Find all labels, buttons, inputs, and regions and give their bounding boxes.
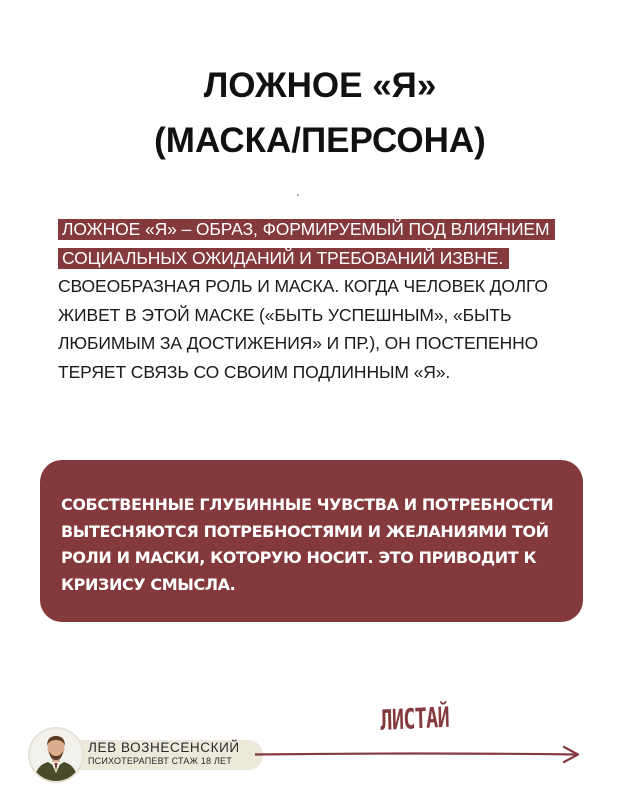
title-line-2: (МАСКА/ПЕРСОНА) xyxy=(154,121,486,160)
card-text: СОБСТВЕННЫЕ ГЛУБИННЫЕ ЧУВСТВА И ПОТРЕБНОСТИ ВЫТЕСНЯЮТСЯ ПОТРЕБНОСТЯМИ И ЖЕЛАНИЯМИ ТОЙ РОЛИ И МАСКИ, КОТОРУЮ НОСИТ. ЭТО ПРИВОДИТ К КРИЗИСУ СМЫСЛА. xyxy=(61,495,554,594)
highlight-card xyxy=(40,460,583,622)
author-name: ЛЕВ ВОЗНЕСЕНСКИЙ xyxy=(88,740,240,755)
author-role: ПСИХОТЕРАПЕВТ СТАЖ 18 ЛЕТ xyxy=(88,756,232,766)
author-avatar xyxy=(28,727,84,783)
intro-paragraph xyxy=(58,215,588,386)
intro-rest: СВОЕОБРАЗНАЯ РОЛЬ И МАСКА. КОГДА ЧЕЛОВЕК ДОЛГО ЖИВЕТ В ЭТОЙ МАСКЕ («БЫТЬ УСПЕШНЫМ», «БЫТЬ ЛЮБИМЫМ ЗА ДОСТИЖЕНИЯ» И ПР.), ОН ПОСТЕПЕННО ТЕРЯЕТ СВЯЗЬ СО СВОИМ ПОДЛИННЫМ «Я». xyxy=(58,276,548,382)
page-title xyxy=(0,58,640,168)
swipe-label[interactable]: ЛИСТАЙ xyxy=(380,700,450,737)
intro-highlight: ЛОЖНОЕ «Я» – ОБРАЗ, ФОРМИРУЕМЫЙ ПОД ВЛИЯНИЕМ СОЦИАЛЬНЫХ ОЖИДАНИЙ И ТРЕБОВАНИЙ ИЗВНЕ. xyxy=(58,219,555,269)
arrow-right-icon[interactable] xyxy=(255,745,585,765)
decorative-dot xyxy=(297,194,299,196)
author-photo-icon xyxy=(30,729,82,781)
title-line-1: ЛОЖНОЕ «Я» xyxy=(203,66,437,105)
